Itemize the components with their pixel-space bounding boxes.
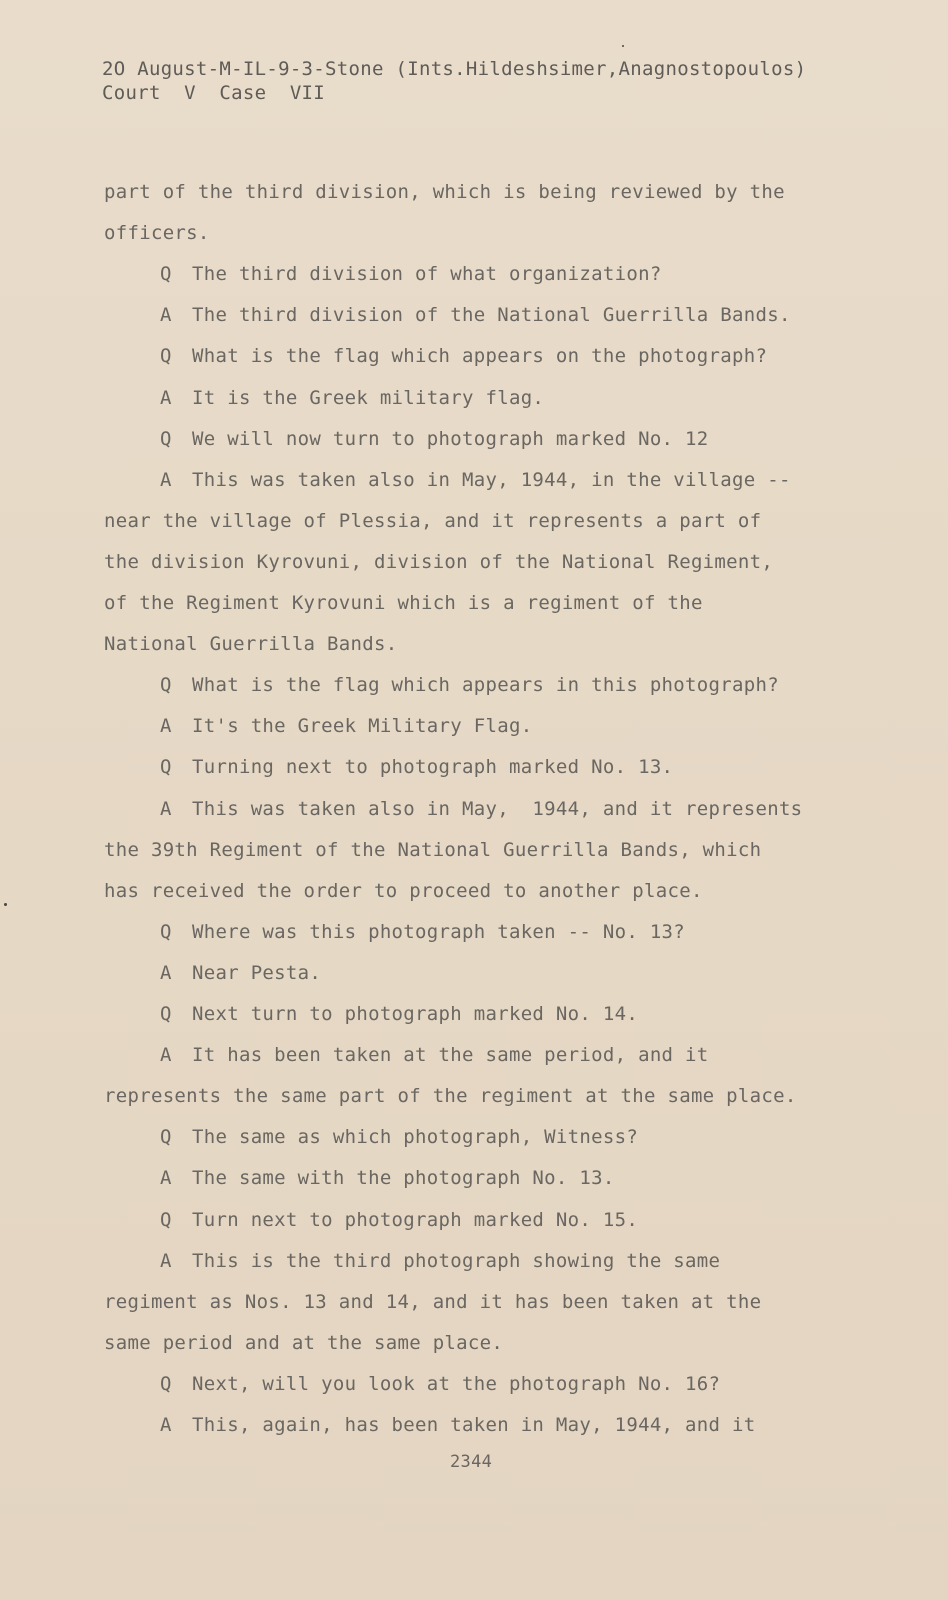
line-text: The third division of the National Guerrilla Bands. (192, 304, 791, 326)
continuation-line (104, 838, 761, 862)
line-text: National Guerrilla Bands. (104, 633, 398, 655)
question-marker: Q (160, 263, 172, 285)
question-line (160, 427, 709, 451)
line-text: has received the order to proceed to another place. (104, 880, 703, 902)
line-text: This was taken also in May, 1944, and it represents (192, 798, 803, 820)
continuation-line (104, 180, 785, 204)
line-text: It has been taken at the same period, and it (192, 1044, 709, 1066)
line-text: regiment as Nos. 13 and 14, and it has been taken at the (104, 1291, 762, 1313)
answer-marker: A (160, 962, 172, 984)
line-text: near the village of Plessia, and it represents a part of (104, 510, 762, 532)
answer-line (160, 961, 321, 985)
line-text: Turn next to photograph marked No. 15. (192, 1209, 639, 1231)
paper-speck (4, 903, 7, 906)
header-line-1: 2O August-M-IL-9-3-Stone (Ints.Hildeshsimer,Anagnostopoulos) (102, 58, 807, 80)
line-text: part of the third division, which is being reviewed by the (104, 181, 785, 203)
line-text: same period and at the same place. (104, 1332, 504, 1354)
answer-marker: A (160, 798, 172, 820)
line-text: It's the Greek Military Flag. (192, 715, 533, 737)
question-marker: Q (160, 345, 172, 367)
question-line (160, 262, 662, 286)
line-text: the 39th Regiment of the National Guerrilla Bands, which (104, 839, 762, 861)
question-line (160, 1002, 638, 1026)
answer-marker: A (160, 469, 172, 491)
header-line-2: Court V Case VII (102, 82, 326, 104)
answer-line (160, 303, 791, 327)
answer-marker: A (160, 1167, 172, 1189)
line-text: We will now turn to photograph marked No. 12 (192, 428, 709, 450)
question-line (160, 1372, 720, 1396)
question-marker: Q (160, 756, 172, 778)
continuation-line (104, 879, 703, 903)
answer-line (160, 797, 802, 821)
line-text: Next turn to photograph marked No. 14. (192, 1003, 639, 1025)
paper-speck (622, 45, 624, 47)
line-text: The same with the photograph No. 13. (192, 1167, 615, 1189)
line-text: the division Kyrovuni, division of the National Regiment, (104, 551, 774, 573)
line-text: Where was this photograph taken -- No. 13? (192, 921, 686, 943)
answer-marker: A (160, 715, 172, 737)
question-marker: Q (160, 674, 172, 696)
question-marker: Q (160, 1126, 172, 1148)
answer-marker: A (160, 1044, 172, 1066)
continuation-line (104, 550, 773, 574)
line-text: This was taken also in May, 1944, in the village -- (192, 469, 791, 491)
question-marker: Q (160, 921, 172, 943)
continuation-line (104, 1290, 761, 1314)
question-marker: Q (160, 1373, 172, 1395)
question-marker: Q (160, 1209, 172, 1231)
line-text: Near Pesta. (192, 962, 322, 984)
answer-line (160, 386, 544, 410)
answer-line (160, 1166, 615, 1190)
page-number: 2344 (450, 1452, 493, 1472)
question-line (160, 1208, 638, 1232)
question-line (160, 920, 685, 944)
continuation-line (104, 1331, 503, 1355)
line-text: This, again, has been taken in May, 1944, and it (192, 1414, 756, 1436)
line-text: What is the flag which appears in this photograph? (192, 674, 779, 696)
question-line (160, 755, 673, 779)
line-text: Next, will you look at the photograph No. 16? (192, 1373, 721, 1395)
question-marker: Q (160, 428, 172, 450)
continuation-line (104, 509, 761, 533)
line-text: The same as which photograph, Witness? (192, 1126, 639, 1148)
continuation-line (104, 591, 703, 615)
answer-line (160, 1043, 709, 1067)
line-text: It is the Greek military flag. (192, 387, 545, 409)
answer-line (160, 714, 532, 738)
continuation-line (104, 221, 210, 245)
answer-marker: A (160, 304, 172, 326)
continuation-line (104, 632, 397, 656)
question-line (160, 344, 767, 368)
line-text: officers. (104, 222, 210, 244)
answer-marker: A (160, 1414, 172, 1436)
answer-line (160, 1413, 755, 1437)
continuation-line (104, 1084, 797, 1108)
line-text: of the Regiment Kyrovuni which is a regiment of the (104, 592, 703, 614)
question-line (160, 673, 779, 697)
line-text: This is the third photograph showing the same (192, 1250, 721, 1272)
question-marker: Q (160, 1003, 172, 1025)
line-text: What is the flag which appears on the photograph? (192, 345, 768, 367)
answer-line (160, 1249, 720, 1273)
line-text: The third division of what organization? (192, 263, 662, 285)
question-line (160, 1125, 638, 1149)
answer-marker: A (160, 387, 172, 409)
answer-line (160, 468, 791, 492)
line-text: Turning next to photograph marked No. 13. (192, 756, 674, 778)
line-text: represents the same part of the regiment at the same place. (104, 1085, 797, 1107)
answer-marker: A (160, 1250, 172, 1272)
